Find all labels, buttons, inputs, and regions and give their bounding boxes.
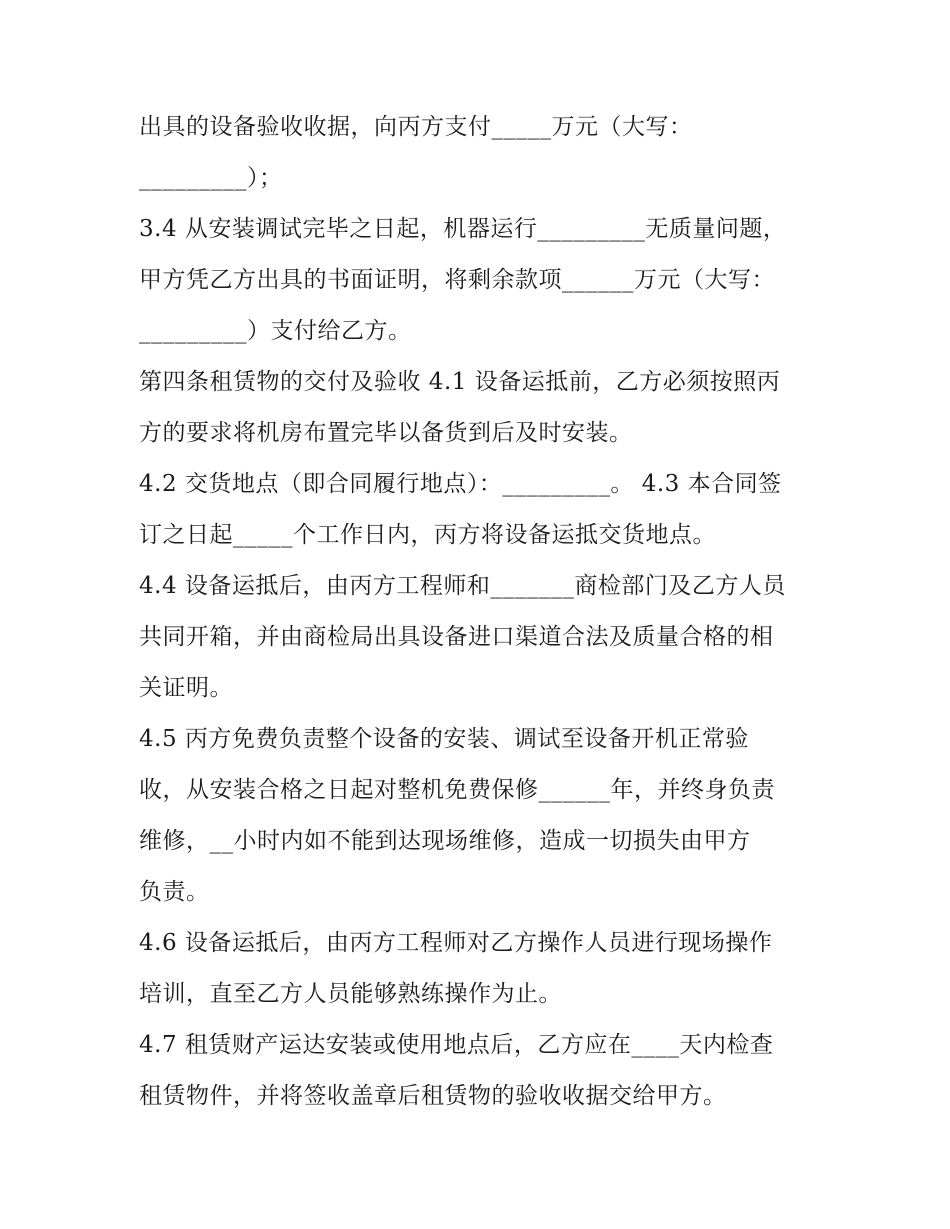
- text-line: 4.2 交货地点（即合同履行地点）：_________。 4.3 本合同签: [139, 471, 782, 497]
- text-line: 收，从安装合格之日起对整机免费保修______年，并终身负责: [139, 777, 775, 803]
- text-line: 4.4 设备运抵后，由丙方工程师和_______商检部门及乙方人员: [139, 573, 786, 599]
- text-line: 4.5 丙方免费负责整个设备的安装、调试至设备开机正常验: [139, 726, 749, 752]
- text-line: 订之日起_____个工作日内，丙方将设备运抵交货地点。: [139, 522, 716, 548]
- text-line: 维修，__小时内如不能到达现场维修，造成一切损失由甲方: [139, 828, 751, 854]
- text-line: 出具的设备验收收据，向丙方支付_____万元（大写：: [139, 114, 693, 140]
- text-line: 3.4 从安装调试完毕之日起，机器运行_________无质量问题，: [139, 216, 787, 242]
- text-line: 培训，直至乙方人员能够熟练操作为止。: [139, 981, 562, 1007]
- text-line: 甲方凭乙方出具的书面证明，将剩余款项______万元（大写：: [139, 267, 775, 293]
- text-line: 方的要求将机房布置完毕以备货到后及时安装。: [139, 420, 633, 446]
- contract-text: [139, 102, 819, 1122]
- text-line: 关证明。: [139, 675, 233, 701]
- text-line: 租赁物件，并将签收盖章后租赁物的验收收据交给甲方。: [139, 1083, 727, 1109]
- text-line: 4.6 设备运抵后，由丙方工程师对乙方操作人员进行现场操作: [139, 930, 773, 956]
- text-line: 第四条租赁物的交付及验收 4.1 设备运抵前，乙方必须按照丙: [139, 369, 781, 395]
- text-line: 负责。: [139, 879, 210, 905]
- text-line: _________）；: [139, 165, 283, 191]
- text-line: 共同开箱，并由商检局出具设备进口渠道合法及质量合格的相: [139, 624, 774, 650]
- text-line: _________）支付给乙方。: [139, 318, 412, 344]
- text-line: 4.7 租赁财产运达安装或使用地点后，乙方应在____天内检查: [139, 1032, 774, 1058]
